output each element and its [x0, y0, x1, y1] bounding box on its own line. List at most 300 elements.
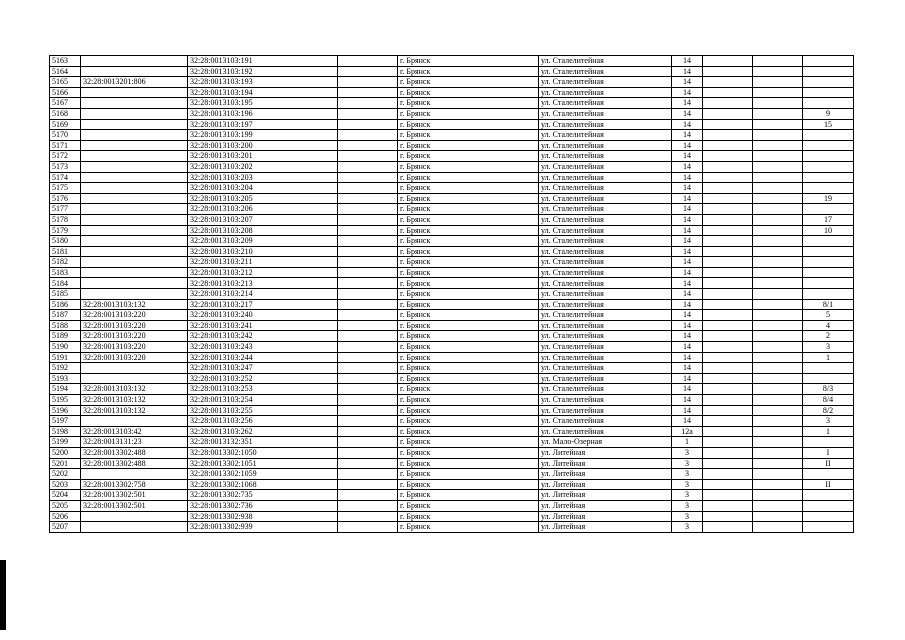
row-number: 5195	[50, 395, 81, 406]
apartment-number	[803, 289, 854, 300]
city: г. Брянск	[398, 151, 539, 162]
empty-cell	[703, 458, 753, 469]
table-row	[50, 363, 854, 374]
house-number: 12а	[672, 426, 703, 437]
empty-cell	[703, 257, 753, 268]
row-number: 5175	[50, 183, 81, 194]
house-number: 3	[672, 479, 703, 490]
table-row	[50, 352, 854, 363]
row-number: 5165	[50, 77, 81, 88]
apartment-number	[803, 151, 854, 162]
apartment-number	[803, 246, 854, 257]
table-row	[50, 278, 854, 289]
parent-cadastral-number	[81, 161, 188, 172]
apartment-number	[803, 490, 854, 501]
table-row	[50, 151, 854, 162]
empty-cell	[753, 278, 803, 289]
apartment-number	[803, 257, 854, 268]
empty-cell	[753, 56, 803, 67]
city: г. Брянск	[398, 98, 539, 109]
street: ул. Литейная	[539, 447, 672, 458]
cadastral-number: 32:28:0013302:735	[188, 490, 338, 501]
city: г. Брянск	[398, 500, 539, 511]
empty-cell	[703, 236, 753, 247]
empty-cell	[703, 384, 753, 395]
empty-cell	[753, 437, 803, 448]
row-number: 5168	[50, 108, 81, 119]
row-number: 5166	[50, 87, 81, 98]
parent-cadastral-number	[81, 236, 188, 247]
empty-cell	[753, 373, 803, 384]
apartment-number: 8/1	[803, 299, 854, 310]
empty-cell	[338, 193, 398, 204]
empty-cell	[338, 426, 398, 437]
house-number: 14	[672, 299, 703, 310]
cadastral-number: 32:28:0013302:1051	[188, 458, 338, 469]
city: г. Брянск	[398, 405, 539, 416]
parent-cadastral-number: 32:28:0013302:488	[81, 458, 188, 469]
city: г. Брянск	[398, 490, 539, 501]
house-number: 14	[672, 289, 703, 300]
house-number: 14	[672, 183, 703, 194]
cadastral-number: 32:28:0013302:736	[188, 500, 338, 511]
street: ул. Сталелитейная	[539, 373, 672, 384]
cadastral-number: 32:28:0013103:212	[188, 267, 338, 278]
cadastral-number: 32:28:0013103:193	[188, 77, 338, 88]
parent-cadastral-number	[81, 469, 188, 480]
street: ул. Сталелитейная	[539, 77, 672, 88]
house-number: 14	[672, 342, 703, 353]
table-row	[50, 77, 854, 88]
city: г. Брянск	[398, 161, 539, 172]
empty-cell	[338, 447, 398, 458]
empty-cell	[338, 500, 398, 511]
parent-cadastral-number	[81, 257, 188, 268]
apartment-number: 8/2	[803, 405, 854, 416]
row-number: 5170	[50, 130, 81, 141]
empty-cell	[753, 204, 803, 215]
empty-cell	[703, 490, 753, 501]
empty-cell	[753, 405, 803, 416]
house-number: 14	[672, 331, 703, 342]
apartment-number	[803, 363, 854, 374]
apartment-number: 1	[803, 352, 854, 363]
row-number: 5191	[50, 352, 81, 363]
table-row	[50, 257, 854, 268]
apartment-number: 9	[803, 108, 854, 119]
apartment-number	[803, 204, 854, 215]
cadastral-number: 32:28:0013103:192	[188, 66, 338, 77]
empty-cell	[753, 469, 803, 480]
house-number: 14	[672, 140, 703, 151]
table-row	[50, 236, 854, 247]
row-number: 5204	[50, 490, 81, 501]
street: ул. Сталелитейная	[539, 119, 672, 130]
cadastral-number: 32:28:0013103:256	[188, 416, 338, 427]
empty-cell	[703, 151, 753, 162]
empty-cell	[338, 342, 398, 353]
registry-table	[49, 55, 854, 533]
apartment-number: 19	[803, 193, 854, 204]
street: ул. Сталелитейная	[539, 130, 672, 141]
parent-cadastral-number: 32:28:0013103:220	[81, 331, 188, 342]
house-number: 14	[672, 395, 703, 406]
empty-cell	[753, 331, 803, 342]
empty-cell	[753, 225, 803, 236]
cadastral-number: 32:28:0013103:206	[188, 204, 338, 215]
city: г. Брянск	[398, 87, 539, 98]
cadastral-number: 32:28:0013103:201	[188, 151, 338, 162]
house-number: 14	[672, 225, 703, 236]
row-number: 5180	[50, 236, 81, 247]
cadastral-number: 32:28:0013103:210	[188, 246, 338, 257]
apartment-number	[803, 183, 854, 194]
empty-cell	[753, 384, 803, 395]
empty-cell	[753, 246, 803, 257]
parent-cadastral-number: 32:28:0013103:220	[81, 320, 188, 331]
empty-cell	[753, 98, 803, 109]
empty-cell	[338, 119, 398, 130]
house-number: 14	[672, 405, 703, 416]
street: ул. Сталелитейная	[539, 331, 672, 342]
apartment-number	[803, 437, 854, 448]
cadastral-number: 32:28:0013103:240	[188, 310, 338, 321]
table-row	[50, 225, 854, 236]
house-number: 14	[672, 56, 703, 67]
empty-cell	[338, 310, 398, 321]
table-row	[50, 108, 854, 119]
street: ул. Сталелитейная	[539, 193, 672, 204]
empty-cell	[753, 320, 803, 331]
row-number: 5202	[50, 469, 81, 480]
house-number: 14	[672, 130, 703, 141]
row-number: 5172	[50, 151, 81, 162]
apartment-number: 8/3	[803, 384, 854, 395]
city: г. Брянск	[398, 511, 539, 522]
row-number: 5200	[50, 447, 81, 458]
apartment-number	[803, 66, 854, 77]
empty-cell	[703, 342, 753, 353]
apartment-number	[803, 267, 854, 278]
parent-cadastral-number	[81, 204, 188, 215]
city: г. Брянск	[398, 236, 539, 247]
house-number: 14	[672, 119, 703, 130]
parent-cadastral-number	[81, 108, 188, 119]
empty-cell	[753, 183, 803, 194]
city: г. Брянск	[398, 66, 539, 77]
apartment-number	[803, 278, 854, 289]
empty-cell	[703, 331, 753, 342]
apartment-number: II	[803, 458, 854, 469]
row-number: 5185	[50, 289, 81, 300]
cadastral-number: 32:28:0013103:195	[188, 98, 338, 109]
city: г. Брянск	[398, 384, 539, 395]
parent-cadastral-number	[81, 183, 188, 194]
row-number: 5182	[50, 257, 81, 268]
apartment-number	[803, 130, 854, 141]
table-row	[50, 395, 854, 406]
apartment-number	[803, 511, 854, 522]
empty-cell	[703, 267, 753, 278]
parent-cadastral-number: 32:28:0013103:132	[81, 395, 188, 406]
cadastral-number: 32:28:0013103:194	[188, 87, 338, 98]
table-row	[50, 214, 854, 225]
empty-cell	[338, 352, 398, 363]
row-number: 5183	[50, 267, 81, 278]
street: ул. Сталелитейная	[539, 87, 672, 98]
city: г. Брянск	[398, 183, 539, 194]
empty-cell	[338, 56, 398, 67]
table-row	[50, 299, 854, 310]
cadastral-number: 32:28:0013103:191	[188, 56, 338, 67]
empty-cell	[753, 458, 803, 469]
cadastral-number: 32:28:0013103:208	[188, 225, 338, 236]
table-row	[50, 458, 854, 469]
empty-cell	[703, 172, 753, 183]
apartment-number	[803, 140, 854, 151]
city: г. Брянск	[398, 522, 539, 533]
row-number: 5171	[50, 140, 81, 151]
parent-cadastral-number	[81, 289, 188, 300]
empty-cell	[338, 98, 398, 109]
apartment-number: 5	[803, 310, 854, 321]
cadastral-number: 32:28:0013103:255	[188, 405, 338, 416]
parent-cadastral-number	[81, 522, 188, 533]
house-number: 1	[672, 437, 703, 448]
street: ул. Литейная	[539, 469, 672, 480]
row-number: 5167	[50, 98, 81, 109]
table-row	[50, 490, 854, 501]
cadastral-number: 32:28:0013103:207	[188, 214, 338, 225]
cadastral-number: 32:28:0013103:204	[188, 183, 338, 194]
scan-edge-mark	[0, 560, 6, 630]
cadastral-number: 32:28:0013103:203	[188, 172, 338, 183]
street: ул. Сталелитейная	[539, 236, 672, 247]
house-number: 14	[672, 172, 703, 183]
empty-cell	[338, 172, 398, 183]
row-number: 5177	[50, 204, 81, 215]
cadastral-number: 32:28:0013103:241	[188, 320, 338, 331]
apartment-number: 8/4	[803, 395, 854, 406]
empty-cell	[703, 289, 753, 300]
parent-cadastral-number	[81, 193, 188, 204]
cadastral-number: 32:28:0013103:214	[188, 289, 338, 300]
parent-cadastral-number	[81, 87, 188, 98]
row-number: 5199	[50, 437, 81, 448]
empty-cell	[338, 511, 398, 522]
street: ул. Литейная	[539, 522, 672, 533]
apartment-number: I	[803, 447, 854, 458]
table-row	[50, 373, 854, 384]
street: ул. Сталелитейная	[539, 151, 672, 162]
cadastral-number: 32:28:0013302:1050	[188, 447, 338, 458]
parent-cadastral-number	[81, 151, 188, 162]
empty-cell	[703, 193, 753, 204]
street: ул. Сталелитейная	[539, 384, 672, 395]
parent-cadastral-number	[81, 140, 188, 151]
table-row	[50, 161, 854, 172]
empty-cell	[338, 183, 398, 194]
empty-cell	[753, 130, 803, 141]
street: ул. Сталелитейная	[539, 56, 672, 67]
street: ул. Сталелитейная	[539, 426, 672, 437]
street: ул. Литейная	[539, 500, 672, 511]
empty-cell	[338, 320, 398, 331]
parent-cadastral-number	[81, 511, 188, 522]
city: г. Брянск	[398, 193, 539, 204]
empty-cell	[703, 66, 753, 77]
empty-cell	[703, 108, 753, 119]
empty-cell	[338, 267, 398, 278]
street: ул. Литейная	[539, 479, 672, 490]
table-row	[50, 320, 854, 331]
table-row	[50, 437, 854, 448]
empty-cell	[703, 225, 753, 236]
parent-cadastral-number	[81, 98, 188, 109]
row-number: 5201	[50, 458, 81, 469]
table-row	[50, 310, 854, 321]
parent-cadastral-number: 32:28:0013103:220	[81, 310, 188, 321]
house-number: 14	[672, 257, 703, 268]
empty-cell	[753, 172, 803, 183]
empty-cell	[703, 183, 753, 194]
empty-cell	[753, 214, 803, 225]
street: ул. Сталелитейная	[539, 405, 672, 416]
city: г. Брянск	[398, 479, 539, 490]
row-number: 5179	[50, 225, 81, 236]
empty-cell	[338, 108, 398, 119]
street: ул. Сталелитейная	[539, 98, 672, 109]
house-number: 14	[672, 236, 703, 247]
parent-cadastral-number: 32:28:0013302:501	[81, 500, 188, 511]
empty-cell	[703, 87, 753, 98]
house-number: 14	[672, 214, 703, 225]
row-number: 5192	[50, 363, 81, 374]
row-number: 5198	[50, 426, 81, 437]
street: ул. Сталелитейная	[539, 225, 672, 236]
empty-cell	[703, 447, 753, 458]
cadastral-number: 32:28:0013302:939	[188, 522, 338, 533]
empty-cell	[338, 140, 398, 151]
street: ул. Сталелитейная	[539, 278, 672, 289]
row-number: 5197	[50, 416, 81, 427]
street: ул. Литейная	[539, 490, 672, 501]
table-row	[50, 193, 854, 204]
street: ул. Сталелитейная	[539, 289, 672, 300]
house-number: 14	[672, 320, 703, 331]
parent-cadastral-number: 32:28:0013302:488	[81, 447, 188, 458]
house-number: 14	[672, 98, 703, 109]
street: ул. Литейная	[539, 458, 672, 469]
parent-cadastral-number: 32:28:0013103:220	[81, 342, 188, 353]
parent-cadastral-number	[81, 66, 188, 77]
street: ул. Сталелитейная	[539, 267, 672, 278]
street: ул. Сталелитейная	[539, 183, 672, 194]
parent-cadastral-number: 32:28:0013302:758	[81, 479, 188, 490]
city: г. Брянск	[398, 469, 539, 480]
city: г. Брянск	[398, 267, 539, 278]
cadastral-number: 32:28:0013103:211	[188, 257, 338, 268]
empty-cell	[753, 267, 803, 278]
apartment-number: 17	[803, 214, 854, 225]
parent-cadastral-number: 32:28:0013103:132	[81, 299, 188, 310]
cadastral-number: 32:28:0013103:202	[188, 161, 338, 172]
empty-cell	[753, 257, 803, 268]
cadastral-number: 32:28:0013103:197	[188, 119, 338, 130]
empty-cell	[338, 479, 398, 490]
cadastral-number: 32:28:0013103:252	[188, 373, 338, 384]
cadastral-number: 32:28:0013103:209	[188, 236, 338, 247]
row-number: 5189	[50, 331, 81, 342]
house-number: 3	[672, 458, 703, 469]
table-row	[50, 267, 854, 278]
row-number: 5196	[50, 405, 81, 416]
empty-cell	[338, 384, 398, 395]
parent-cadastral-number	[81, 56, 188, 67]
empty-cell	[753, 426, 803, 437]
parent-cadastral-number: 32:28:0013103:132	[81, 405, 188, 416]
empty-cell	[703, 119, 753, 130]
empty-cell	[703, 278, 753, 289]
apartment-number: 1	[803, 426, 854, 437]
table-row	[50, 511, 854, 522]
house-number: 14	[672, 151, 703, 162]
parent-cadastral-number: 32:28:0013131:23	[81, 437, 188, 448]
street: ул. Сталелитейная	[539, 257, 672, 268]
row-number: 5206	[50, 511, 81, 522]
city: г. Брянск	[398, 278, 539, 289]
parent-cadastral-number	[81, 373, 188, 384]
cadastral-number: 32:28:0013103:244	[188, 352, 338, 363]
street: ул. Сталелитейная	[539, 214, 672, 225]
empty-cell	[753, 299, 803, 310]
empty-cell	[753, 342, 803, 353]
empty-cell	[753, 363, 803, 374]
empty-cell	[338, 130, 398, 141]
apartment-number: 10	[803, 225, 854, 236]
empty-cell	[703, 310, 753, 321]
empty-cell	[338, 522, 398, 533]
empty-cell	[703, 522, 753, 533]
house-number: 14	[672, 278, 703, 289]
empty-cell	[753, 77, 803, 88]
empty-cell	[703, 363, 753, 374]
house-number: 14	[672, 416, 703, 427]
city: г. Брянск	[398, 310, 539, 321]
empty-cell	[703, 405, 753, 416]
empty-cell	[753, 236, 803, 247]
table-row	[50, 183, 854, 194]
apartment-number: 2	[803, 331, 854, 342]
street: ул. Сталелитейная	[539, 204, 672, 215]
empty-cell	[703, 511, 753, 522]
parent-cadastral-number	[81, 172, 188, 183]
house-number: 3	[672, 490, 703, 501]
table-row	[50, 384, 854, 395]
row-number: 5181	[50, 246, 81, 257]
house-number: 14	[672, 363, 703, 374]
cadastral-number: 32:28:0013103:205	[188, 193, 338, 204]
city: г. Брянск	[398, 140, 539, 151]
row-number: 5174	[50, 172, 81, 183]
parent-cadastral-number	[81, 246, 188, 257]
house-number: 14	[672, 66, 703, 77]
empty-cell	[753, 119, 803, 130]
house-number: 14	[672, 310, 703, 321]
cadastral-number: 32:28:0013103:200	[188, 140, 338, 151]
table-row	[50, 289, 854, 300]
city: г. Брянск	[398, 447, 539, 458]
